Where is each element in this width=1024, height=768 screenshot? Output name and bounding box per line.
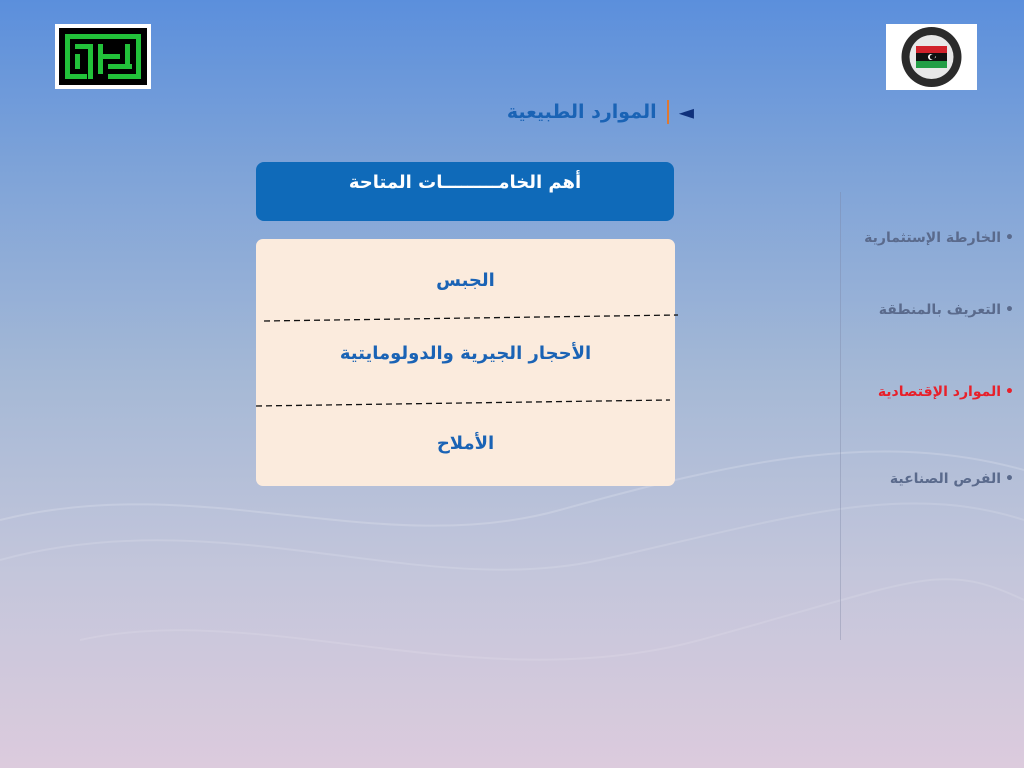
bullet: •: [1005, 384, 1014, 400]
nav-item-label: الفرص الصناعية: [889, 471, 1002, 487]
nav-item-label: الخارطة الإستثمارية: [864, 230, 1002, 246]
list-item: الأحجار الجيرية والدولومايتية: [339, 343, 592, 364]
kufic-square-logo-icon: [59, 28, 147, 85]
list-item: الأملاح: [436, 433, 495, 454]
left-triangle-icon: ◄: [678, 100, 694, 124]
brand-logo: [55, 24, 151, 89]
nav-item-region-intro[interactable]: [879, 302, 1014, 318]
panel-header-text: أهم الخامـــــــــات المتاحة: [348, 172, 582, 193]
nav-item-industrial-opportunities[interactable]: [890, 471, 1014, 487]
ministry-seal: [886, 24, 977, 90]
kufic-logo-shape: [59, 28, 147, 85]
section-title-text: الموارد الطبيعية: [506, 101, 657, 123]
bullet: •: [1005, 302, 1014, 318]
bullet: •: [1005, 230, 1014, 246]
nav-item-investment-map[interactable]: [864, 230, 1014, 246]
nav-item-economic-resources[interactable]: [878, 384, 1014, 400]
resources-list: [256, 239, 675, 486]
title-separator: [667, 100, 669, 124]
panel-header: [256, 162, 674, 221]
bullet: •: [1005, 471, 1014, 487]
nav-item-label: التعريف بالمنطقة: [878, 302, 1002, 318]
section-title: [507, 96, 694, 128]
libya-ministry-seal-icon: [886, 24, 977, 90]
list-item: الجبس: [436, 270, 495, 291]
nav-item-label: الموارد الإقتصادية: [877, 384, 1002, 400]
nav-separator: [840, 192, 841, 640]
